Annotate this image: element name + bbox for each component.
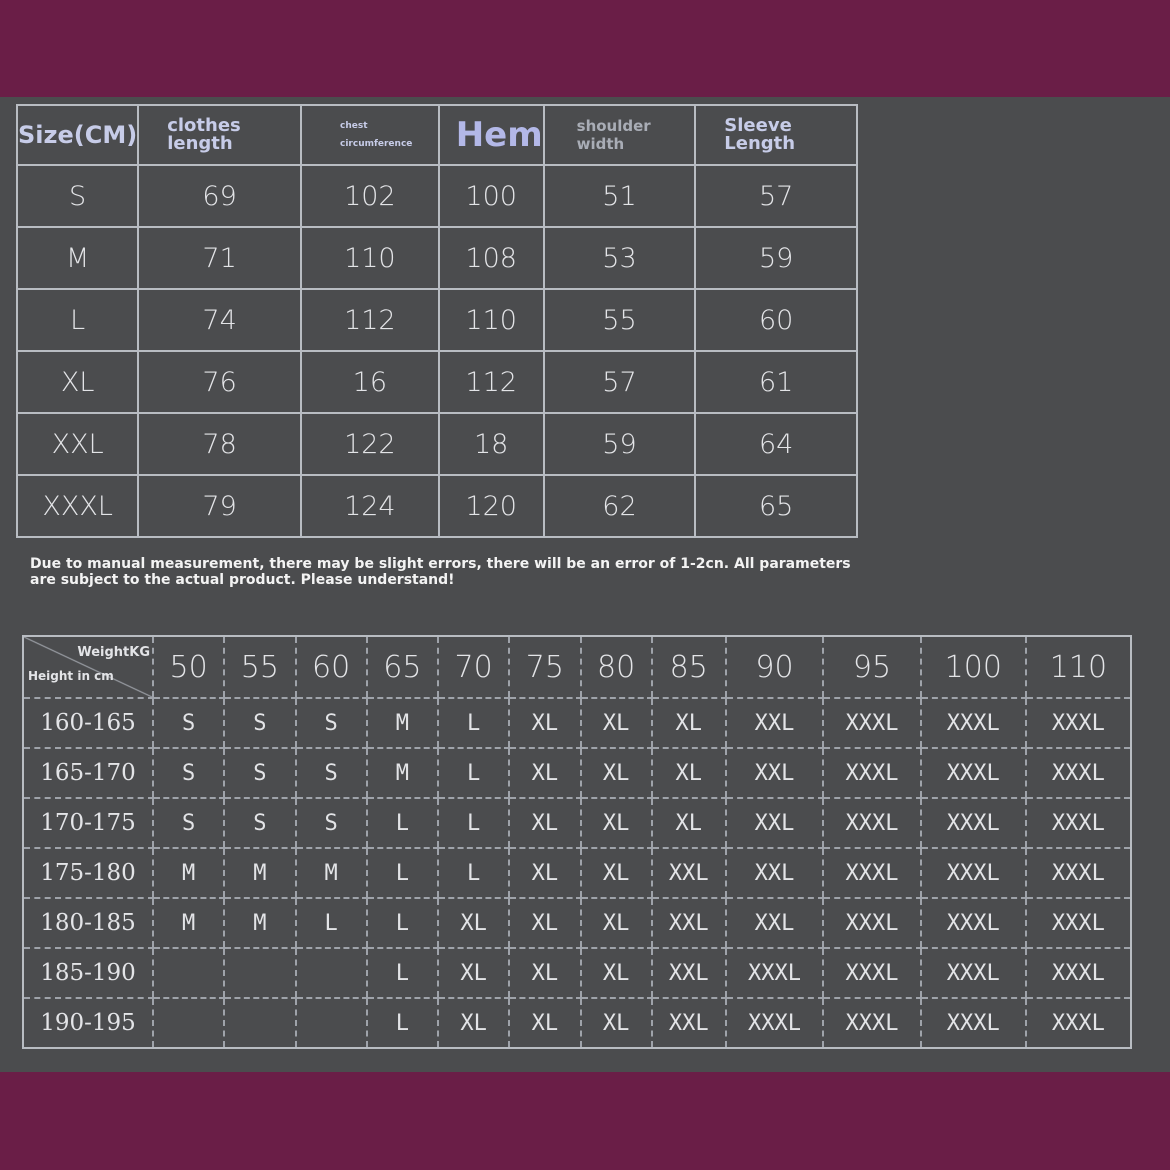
measurement-note: Due to manual measurement, there may be slight errors, there will be an error of 1-2cn. All parameters are subject to the actual product. Please understand! (30, 556, 851, 588)
measurement-cell: 79 (138, 475, 301, 537)
measurement-cell: 74 (138, 289, 301, 351)
weight-header-cell: 75 (509, 636, 580, 698)
size-cell: M (17, 227, 138, 289)
weight-header-cell: 55 (224, 636, 295, 698)
recommended-size-cell: XL (581, 748, 652, 798)
weight-header-cell: 100 (921, 636, 1026, 698)
recommended-size-cell: S (224, 748, 295, 798)
height-range-cell: 160-165 (23, 698, 153, 748)
recommended-size-cell: XL (509, 998, 580, 1048)
recommended-size-cell: L (296, 898, 367, 948)
recommended-size-cell: XXXL (1026, 948, 1131, 998)
recommended-size-cell: M (224, 848, 295, 898)
recommended-size-cell: XL (509, 748, 580, 798)
height-range-cell: 170-175 (23, 798, 153, 848)
recommended-size-cell: XL (509, 798, 580, 848)
weight-header-cell: 70 (438, 636, 509, 698)
measurement-cell: 110 (439, 289, 544, 351)
weight-header-cell: 110 (1026, 636, 1131, 698)
recommended-size-cell: S (153, 748, 224, 798)
recommended-size-cell: XXXL (1026, 898, 1131, 948)
recommended-size-cell (224, 998, 295, 1048)
recommended-size-cell: XL (438, 948, 509, 998)
recommended-size-cell: XXXL (823, 748, 920, 798)
recommended-size-cell: M (367, 748, 438, 798)
recommended-size-cell: XXXL (726, 948, 823, 998)
measurement-cell: 51 (544, 165, 696, 227)
size-cell: XL (17, 351, 138, 413)
table-row (17, 413, 857, 475)
table-row (23, 698, 1131, 748)
recommended-size-cell: M (367, 698, 438, 748)
height-range-cell: 190-195 (23, 998, 153, 1048)
recommended-size-cell: XXXL (823, 948, 920, 998)
recommended-size-cell (224, 948, 295, 998)
table-row (17, 351, 857, 413)
recommended-size-cell: L (367, 998, 438, 1048)
recommended-size-cell: XXXL (1026, 848, 1131, 898)
recommended-size-cell: XXL (652, 848, 726, 898)
corner-height-label: Height in cm (28, 669, 114, 683)
recommended-size-cell (296, 998, 367, 1048)
measurement-cell: 64 (695, 413, 857, 475)
recommended-size-cell: XXXL (921, 898, 1026, 948)
table-row (17, 289, 857, 351)
recommended-size-cell: L (367, 848, 438, 898)
weight-header-cell: 85 (652, 636, 726, 698)
measurement-cell: 18 (439, 413, 544, 475)
recommended-size-cell: XXXL (726, 998, 823, 1048)
recommended-size-cell: XXL (652, 898, 726, 948)
table-row (23, 798, 1131, 848)
recommended-size-cell: L (367, 948, 438, 998)
recommended-size-cell: XXXL (921, 748, 1026, 798)
height-range-cell: 180-185 (23, 898, 153, 948)
recommended-size-cell: S (224, 798, 295, 848)
measurement-cell: 120 (439, 475, 544, 537)
measurement-cell: 60 (695, 289, 857, 351)
recommended-size-cell: XL (581, 898, 652, 948)
recommended-size-cell: XL (652, 798, 726, 848)
recommended-size-cell: S (224, 698, 295, 748)
table-row (23, 948, 1131, 998)
size-cell: L (17, 289, 138, 351)
size-table-header-row (17, 105, 857, 165)
table-row (17, 165, 857, 227)
recommended-size-cell: XXXL (823, 998, 920, 1048)
header-hem: Hem (439, 105, 544, 165)
recommended-size-cell: XXXL (1026, 698, 1131, 748)
recommended-size-cell: L (438, 798, 509, 848)
height-weight-body (23, 698, 1131, 1048)
measurement-cell: 100 (439, 165, 544, 227)
recommended-size-cell: XXXL (1026, 998, 1131, 1048)
recommended-size-cell (296, 948, 367, 998)
size-table-body (17, 165, 857, 537)
recommended-size-cell: XL (438, 998, 509, 1048)
table-row (23, 848, 1131, 898)
recommended-size-cell: XL (581, 848, 652, 898)
recommended-size-cell: XXL (726, 898, 823, 948)
measurement-cell: 122 (301, 413, 439, 475)
recommended-size-cell: XXXL (823, 848, 920, 898)
measurement-cell: 76 (138, 351, 301, 413)
recommended-size-cell: L (438, 698, 509, 748)
recommended-size-cell: S (296, 698, 367, 748)
measurement-cell: 110 (301, 227, 439, 289)
recommended-size-cell: XXXL (921, 998, 1026, 1048)
recommended-size-cell: XXXL (921, 798, 1026, 848)
table-row (23, 748, 1131, 798)
size-cell: XXL (17, 413, 138, 475)
recommended-size-cell: M (153, 898, 224, 948)
height-range-cell: 185-190 (23, 948, 153, 998)
table-row (23, 998, 1131, 1048)
recommended-size-cell: XL (581, 948, 652, 998)
recommended-size-cell: S (296, 798, 367, 848)
measurement-cell: 61 (695, 351, 857, 413)
recommended-size-cell: XXXL (921, 698, 1026, 748)
measurement-cell: 71 (138, 227, 301, 289)
measurement-cell: 53 (544, 227, 696, 289)
weight-header-cell: 65 (367, 636, 438, 698)
size-measurement-table (16, 104, 858, 538)
measurement-cell: 112 (439, 351, 544, 413)
measurement-cell: 69 (138, 165, 301, 227)
table-row (23, 898, 1131, 948)
recommended-size-cell: XXXL (921, 848, 1026, 898)
recommended-size-cell: L (367, 798, 438, 848)
recommended-size-cell: XL (509, 848, 580, 898)
measurement-cell: 16 (301, 351, 439, 413)
recommended-size-cell: XL (581, 998, 652, 1048)
recommended-size-cell: XL (581, 698, 652, 748)
recommended-size-cell: XXXL (1026, 798, 1131, 848)
measurement-cell: 78 (138, 413, 301, 475)
recommended-size-cell: XXL (726, 698, 823, 748)
recommended-size-cell: XXL (652, 948, 726, 998)
weight-header-row (23, 636, 1131, 698)
height-weight-table (22, 635, 1132, 1049)
recommended-size-cell: L (438, 848, 509, 898)
height-range-cell: 175-180 (23, 848, 153, 898)
size-cell: S (17, 165, 138, 227)
recommended-size-cell: XL (509, 698, 580, 748)
recommended-size-cell: S (153, 798, 224, 848)
table-row (17, 227, 857, 289)
recommended-size-cell: S (153, 698, 224, 748)
recommended-size-cell: XXXL (921, 948, 1026, 998)
recommended-size-cell: XXL (726, 798, 823, 848)
recommended-size-cell: M (153, 848, 224, 898)
size-chart-panel (0, 97, 1170, 1072)
recommended-size-cell: L (367, 898, 438, 948)
recommended-size-cell: XL (509, 898, 580, 948)
header-sleeve-length: Sleeve Length (695, 105, 857, 165)
recommended-size-cell: L (438, 748, 509, 798)
recommended-size-cell: XXXL (1026, 748, 1131, 798)
measurement-cell: 124 (301, 475, 439, 537)
weight-header-cell: 90 (726, 636, 823, 698)
measurement-cell: 108 (439, 227, 544, 289)
measurement-cell: 102 (301, 165, 439, 227)
measurement-cell: 59 (544, 413, 696, 475)
recommended-size-cell: XL (438, 898, 509, 948)
corner-cell (23, 636, 153, 698)
measurement-cell: 57 (695, 165, 857, 227)
measurement-cell: 59 (695, 227, 857, 289)
recommended-size-cell: XL (652, 698, 726, 748)
measurement-cell: 112 (301, 289, 439, 351)
recommended-size-cell: S (296, 748, 367, 798)
recommended-size-cell: XXXL (823, 798, 920, 848)
recommended-size-cell: M (224, 898, 295, 948)
measurement-cell: 62 (544, 475, 696, 537)
header-size: Size(CM) (17, 105, 138, 165)
header-shoulder-width: shoulder width (544, 105, 696, 165)
size-cell: XXXL (17, 475, 138, 537)
recommended-size-cell: M (296, 848, 367, 898)
recommended-size-cell (153, 998, 224, 1048)
corner-weight-label: WeightKG (77, 645, 150, 660)
recommended-size-cell: XL (509, 948, 580, 998)
table-row (17, 475, 857, 537)
recommended-size-cell: XXL (726, 748, 823, 798)
recommended-size-cell: XXXL (823, 698, 920, 748)
recommended-size-cell: XL (652, 748, 726, 798)
header-clothes-length: clothes length (138, 105, 301, 165)
recommended-size-cell (153, 948, 224, 998)
weight-header-cell: 95 (823, 636, 920, 698)
weight-header-cell: 80 (581, 636, 652, 698)
measurement-cell: 57 (544, 351, 696, 413)
recommended-size-cell: XL (581, 798, 652, 848)
header-chest-circumference: chest circumference (301, 105, 439, 165)
height-range-cell: 165-170 (23, 748, 153, 798)
recommended-size-cell: XXXL (823, 898, 920, 948)
measurement-cell: 65 (695, 475, 857, 537)
weight-header-cell: 60 (296, 636, 367, 698)
measurement-cell: 55 (544, 289, 696, 351)
recommended-size-cell: XXL (652, 998, 726, 1048)
weight-header-cell: 50 (153, 636, 224, 698)
recommended-size-cell: XXL (726, 848, 823, 898)
